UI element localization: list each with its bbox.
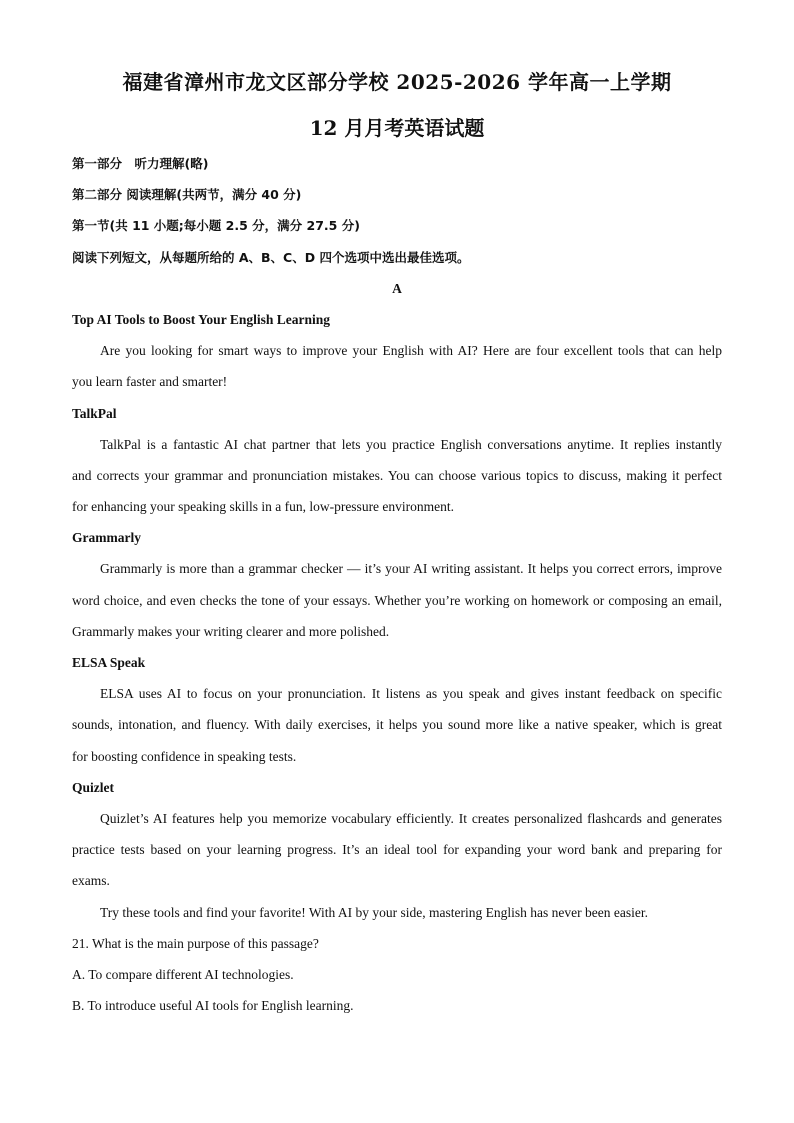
quizlet-line-3: exams. bbox=[72, 873, 110, 889]
exam-title-line1: 福建省漳州市龙文区部分学校 2025-2026 学年高一上学期 bbox=[122, 70, 672, 94]
intro-line-2: you learn faster and smarter! bbox=[72, 374, 228, 390]
grammarly-line-2: word choice, and even checks the tone of your essays. Whether you’re working on homework or composing an email, bbox=[72, 592, 722, 608]
question-21-option-b: B. To introduce useful AI tools for English learning. bbox=[72, 998, 354, 1014]
tool-heading-elsa: ELSA Speak bbox=[72, 655, 146, 670]
grammarly-line-3: Grammarly makes your writing clearer and more polished. bbox=[72, 623, 390, 639]
grammarly-line-1: Grammarly is more than a grammar checker — it’s your AI writing assistant. It helps you correct errors, improve bbox=[100, 561, 722, 577]
part1-heading: 第一部分 听力理解(略) bbox=[72, 156, 209, 171]
talkpal-line-3: for enhancing your speaking skills in a fun, low-pressure environment. bbox=[72, 499, 455, 515]
elsa-line-1: ELSA uses AI to focus on your pronunciation. It listens as you speak and gives instant feedback on specific bbox=[100, 686, 722, 702]
intro-line-1: Are you looking for smart ways to improve your English with AI? Here are four excellent tools that can help bbox=[100, 343, 722, 359]
passage-label: A bbox=[392, 280, 402, 296]
tool-heading-quizlet: Quizlet bbox=[72, 779, 114, 795]
question-21-option-a: A. To compare different AI technologies. bbox=[72, 966, 294, 982]
talkpal-line-2: and corrects your grammar and pronunciation mistakes. You can choose various topics to discuss, making it perfect bbox=[72, 467, 722, 483]
closing-line: Try these tools and find your favorite! With AI by your side, mastering English has never been easier. bbox=[100, 904, 648, 920]
quizlet-line-2: practice tests based on your learning progress. It’s an ideal tool for expanding your word bank and preparing for bbox=[72, 842, 722, 858]
elsa-line-2: sounds, intonation, and fluency. With daily exercises, it helps you sound more like a native speaker, which is great bbox=[72, 717, 722, 733]
section1-heading: 第一节(共 11 小题;每小题 2.5 分，满分 27.5 分) bbox=[72, 218, 360, 234]
quizlet-line-1: Quizlet’s AI features help you memorize vocabulary efficiently. It creates personalized flashcards and generates bbox=[100, 810, 722, 826]
instruction-text: 阅读下列短文，从每题所给的 A、B、C、D 四个选项中选出最佳选项。 bbox=[72, 249, 470, 265]
tool-heading-talkpal: TalkPal bbox=[72, 405, 117, 421]
question-21-stem: 21. What is the main purpose of this passage? bbox=[72, 935, 319, 951]
elsa-line-3: for boosting confidence in speaking tests. bbox=[72, 748, 297, 764]
talkpal-line-1: TalkPal is a fantastic AI chat partner that lets you practice English conversations anytime. It replies instantly bbox=[100, 436, 722, 452]
tool-heading-grammarly: Grammarly bbox=[72, 530, 141, 546]
exam-title-line2: 12 月月考英语试题 bbox=[309, 116, 485, 140]
passage-title: Top AI Tools to Boost Your English Learning bbox=[72, 311, 330, 327]
exam-content bbox=[72, 148, 722, 1021]
part2-heading: 第二部分 阅读理解(共两节，满分 40 分) bbox=[72, 187, 302, 203]
